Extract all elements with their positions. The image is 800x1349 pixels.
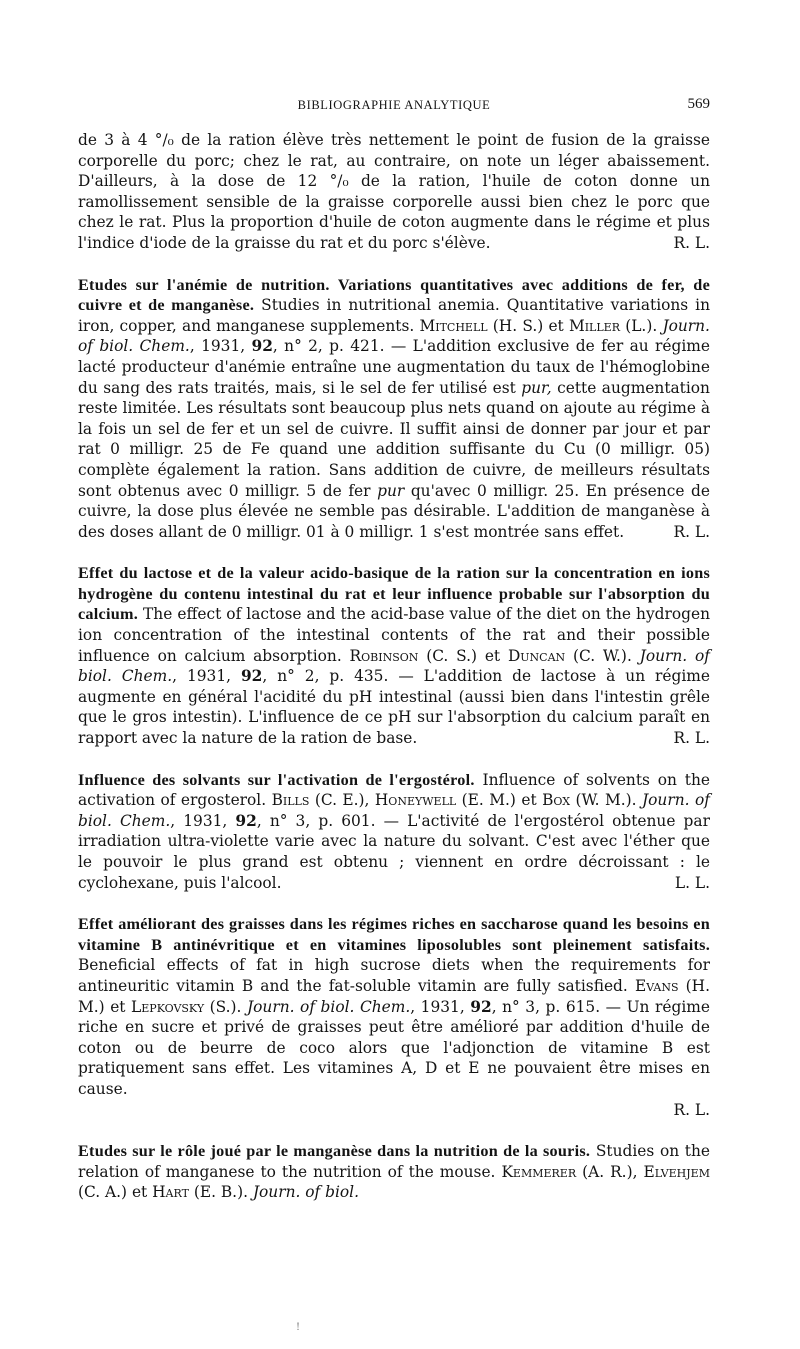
- entry-signature: R. L.: [673, 729, 710, 748]
- running-title: BIBLIOGRAPHIE ANALYTIQUE: [297, 98, 491, 112]
- entry-title: Etudes sur le rôle joué par le manganèse dans la nutrition de la souris.: [78, 1142, 591, 1161]
- journal-name: Journ. of biol. Chem.: [78, 791, 710, 830]
- intro-signature: R. L.: [673, 233, 710, 252]
- author-initials: (C. A.): [78, 1183, 128, 1202]
- journal-pages: p. 435.: [329, 667, 389, 686]
- entry-signature: L. L.: [674, 873, 710, 892]
- author-initials: (C. E.),: [314, 791, 370, 810]
- author-connector: et: [548, 316, 564, 335]
- entry-title: Effet du lactose et de la valeur acido-basique de la ration sur la concentration en ions hydrogène du contenu intestinal du rat et leur influence probable sur l'absorption du calcium.: [78, 564, 710, 624]
- entry-abstract-italic: pur: [377, 481, 405, 500]
- page: [78, 96, 710, 1203]
- author-initials: (W. M.).: [575, 791, 637, 810]
- entry-ergosterol: Influence des solvants sur l'activation de l'ergostérol. Influence of solvents on the activation of ergosterol. Bills (C. E.), Honeywell (E. M.) et Box (W. M.). Journ. of biol. Chem., 1931, 92, n° 3, p. 601. — L'activité de l'ergostérol obtenue par irradiation ultra-violette varie avec la nature du solvant. C'est avec l'éther que le pouvoir le plus grand est obtenu ; viennent en ordre décroissant : le cyclohexane, puis l'alcool. L. L.: [78, 770, 710, 892]
- entry-abstract-continued: qu'avec 0 milligr. 25. En présence de cuivre, la dose plus élevée ne semble pas désirable. L'addition de manganèse à des doses allant de 0 milligr. 01 à 0 milligr. 1 s'est montrée sans effet.: [78, 481, 710, 541]
- running-head: [78, 96, 710, 118]
- author-surname: Bills: [271, 791, 310, 810]
- entry-title: Influence des solvants sur l'activation de l'ergostérol.: [78, 770, 475, 789]
- author-surname: Honeywell: [374, 791, 457, 810]
- entry-manganese: [78, 1141, 710, 1203]
- author-surname: Lepkovsky: [131, 997, 205, 1016]
- journal-year: 1931: [183, 811, 223, 830]
- entry-body: Effet améliorant des graisses dans les régimes riches en saccharose quand les besoins en vitamine B antinévritique et en vitamines liposolubles sont pleinement satisfaits. Beneficial effects of fat in high sucrose diets when the requirements for antineuritic vitamin B and the fat-soluble vitamin are fully satisfied. Evans (H. M.) et Lepkovsky (S.). Journ. of biol. Chem., 1931, 92, n° 3, p. 615. — Un régime riche en sucre et privé de graisses peut être amélioré par addition d'huile de coton ou de beurre de coco alors que l'adjonction de vitamine B est pratiquement sans effet. Les vitamines A, D et E ne pouvaient être mises en cause.: [78, 915, 710, 1098]
- journal-year: 1931: [186, 667, 227, 686]
- journal-year: 1931: [201, 337, 241, 356]
- intro-paragraph: [78, 130, 710, 254]
- entry-signature-line: [78, 1100, 710, 1121]
- author-surname: Hart: [152, 1183, 189, 1202]
- journal-issue: n° 3: [502, 997, 536, 1016]
- author-connector: et: [131, 1183, 148, 1202]
- author-initials: (E. M.): [461, 791, 516, 810]
- journal-name: Journ. of biol. Chem.: [78, 646, 710, 686]
- journal-issue: n° 3: [269, 811, 306, 830]
- entry-abstract-continued: cette augmentation reste limitée. Les résultats sont beaucoup plus nets quand on ajoute au régime à la fois un sel de fer et un sel de cuivre. Il suffit ainsi de donner par jour et par rat 0 milligr. 25 de Fe quand une addition suffisante du Cu (0 milligr. 05) complète également la ration. Sans addition de cuivre, de meilleurs résultats sont obtenus avec 0 milligr. 5 de fer: [78, 378, 710, 500]
- author-surname: Robinson: [349, 646, 419, 665]
- journal-pages: p. 421.: [329, 337, 385, 356]
- journal-name: Journ. of biol. Chem.: [247, 997, 411, 1016]
- entry-english-title: Studies on the relation of manganese to the nutrition of the mouse.: [78, 1142, 710, 1181]
- entry-anemie: Etudes sur l'anémie de nutrition. Variations quantitatives avec additions de fer, de cuivre et de manganèse. Studies in nutritional anemia. Quantitative variations in iron, copper, and manganese supplements. Mitchell (H. S.) et Miller (L.). Journ. of biol. Chem., 1931, 92, n° 2, p. 421. — L'addition exclusive de fer au régime lacté producteur d'anémie entraîne une augmentation du taux de l'hémoglobine du sang des rats traités, mais, si le sel de fer utilisé est pur, cette augmentation reste limitée. Les résultats sont beaucoup plus nets quand on ajoute au régime à la fois un sel de fer et un sel de cuivre. Il suffit ainsi de donner par jour et par rat 0 milligr. 25 de Fe quand une addition suffisante du Cu (0 milligr. 05) complète également la ration. Sans addition de cuivre, de meilleurs résultats sont obtenus avec 0 milligr. 5 de fer pur qu'avec 0 milligr. 25. En présence de cuivre, la dose plus élevée ne semble pas désirable. L'addition de manganèse à des doses allant de 0 milligr. 01 à 0 milligr. 1 s'est montrée sans effet. R. L.: [78, 275, 710, 541]
- journal-pages: p. 615.: [545, 997, 601, 1016]
- entry-lactose: Effet du lactose et de la valeur acido-basique de la ration sur la concentration en ions hydrogène du contenu intestinal du rat et leur influence probable sur l'absorption du calcium. The effect of lactose and the acid-base value of the diet on the hydrogen ion concentration of the intestinal contents of the rat and their possible influence on calcium absorption. Robinson (C. S.) et Duncan (C. W.). Journ. of biol. Chem., 1931, 92, n° 2, p. 435. — L'addition de lactose à un régime augmente en général l'acidité du pH intestinal (aussi bien dans l'intestin grêle que le gros intestin). L'influence de ce pH sur l'absorption du calcium paraît en rapport avec la nature de la ration de base. R. L.: [78, 564, 710, 748]
- entry-title: Etudes sur l'anémie de nutrition. Variations quantitatives avec additions de fer, de cuivre et de manganèse.: [78, 275, 710, 315]
- entry-english-title: Studies in nutritional anemia. Quantitative variations in iron, copper, and manganese supplements.: [78, 296, 710, 335]
- entry-abstract-italic: pur,: [521, 378, 552, 397]
- journal-volume: 92: [470, 997, 492, 1016]
- intro-text: de 3 à 4 °/₀ de la ration élève très nettement le point de fusion de la graisse corporelle du porc; chez le rat, au contraire, on note un léger abaissement. D'ailleurs, à la dose de 12 °/₀ de la ration, l'huile de coton donne un ramollissement sensible de la graisse corporelle aussi bien chez le porc que chez le rat. Plus la proportion d'huile de coton augmente dans le régime et plus l'indice d'iode de la graisse du rat et du porc s'élève.: [78, 131, 710, 252]
- journal-volume: 92: [235, 811, 257, 830]
- author-connector: et: [110, 997, 126, 1016]
- entry-signature: R. L.: [673, 1100, 710, 1119]
- entry-abstract: — L'addition de lactose à un régime augmente en général l'acidité du pH intestinal (aussi bien dans l'intestin grêle que le gros intestin). L'influence de ce pH sur l'absorption du calcium paraît en rapport avec la nature de la ration de base.: [78, 667, 710, 748]
- page-number: 569: [687, 96, 710, 112]
- entry-english-title: Beneficial effects of fat in high sucrose diets when the requirements for antineuritic vitamin B and the fat-soluble vitamin are fully satisfied.: [78, 956, 710, 995]
- journal-pages: p. 601.: [318, 811, 376, 830]
- entry-graisses: [78, 914, 710, 1120]
- journal-name: Journ. of biol. Chem.: [78, 316, 710, 356]
- entry-abstract: — Un régime riche en sucre et privé de graisses peut être amélioré par addition d'huile de coton ou de beurre de coco alors que l'adjonction de vitamine B est pratiquement sans effet. Les vitamines A, D et E ne pouvaient être mises en cause.: [78, 997, 710, 1098]
- journal-issue: n° 2: [277, 667, 315, 686]
- journal-volume: 92: [240, 667, 263, 686]
- entry-abstract: — L'activité de l'ergostérol obtenue par irradiation ultra-violette varie avec la nature du solvant. C'est avec l'éther que le pouvoir le plus grand est obtenu ; viennent en ordre décroissant : le cyclohexane, puis l'alcool.: [78, 811, 710, 892]
- author-surname: Kemmerer: [501, 1162, 577, 1181]
- author-surname: Miller: [568, 316, 620, 335]
- journal-issue: n° 2: [284, 337, 318, 356]
- author-surname: Box: [542, 791, 571, 810]
- author-connector: et: [484, 646, 501, 665]
- author-initials: (C. S.): [426, 646, 478, 665]
- author-initials: (H. S.): [492, 316, 544, 335]
- author-initials: (C. W.).: [572, 646, 632, 665]
- author-initials: (E. B.).: [193, 1183, 248, 1202]
- journal-volume: 92: [251, 337, 273, 356]
- author-surname: Evans: [634, 976, 679, 995]
- entry-signature: R. L.: [673, 522, 710, 541]
- author-initials: (H. M.): [78, 976, 710, 1016]
- entry-english-title: The effect of lactose and the acid-base value of the diet on the hydrogen ion concentration of the intestinal contents of the rat and their possible influence on calcium absorption.: [78, 605, 710, 665]
- author-connector: et: [521, 791, 537, 810]
- author-initials: (L.).: [625, 316, 658, 335]
- entry-title: Effet améliorant des graisses dans les régimes riches en saccharose quand les besoins en vitamine B antinévritique et en vitamines liposolubles sont pleinement satisfaits.: [78, 915, 710, 954]
- footer-mark: !: [296, 1322, 301, 1333]
- entry-english-title: Influence of solvents on the activation of ergosterol.: [78, 770, 710, 810]
- author-initials: (S.).: [209, 997, 242, 1016]
- journal-name: Journ. of biol.: [252, 1183, 359, 1202]
- author-initials: (A. R.),: [582, 1162, 638, 1181]
- author-surname: Elvehjem: [643, 1162, 710, 1181]
- author-surname: Duncan: [507, 646, 566, 665]
- entry-abstract: — L'addition exclusive de fer au régime lacté producteur d'anémie entraîne une augmentation du taux de l'hémoglobine du sang des rats traités, mais, si le sel de fer utilisé est: [78, 337, 710, 397]
- author-surname: Mitchell: [419, 316, 488, 335]
- journal-year: 1931: [420, 997, 460, 1016]
